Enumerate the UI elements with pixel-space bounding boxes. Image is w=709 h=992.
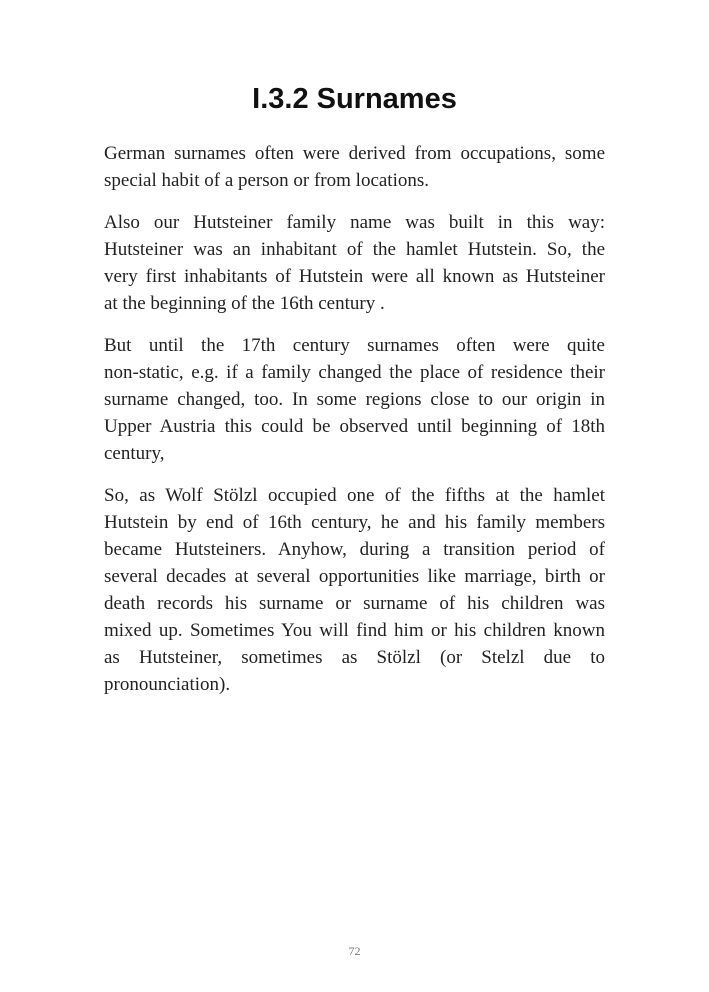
body-text — [104, 140, 605, 713]
text-line: pronounciation). — [104, 674, 231, 695]
text-line: Also our Hutsteiner family name was built in this way: — [104, 212, 605, 233]
text-line: surname changed, too. In some regions close to our origin in — [104, 389, 605, 410]
text-line: as Hutsteiner, sometimes as Stölzl (or Stelzl due to — [104, 647, 605, 668]
text-line: century, — [104, 443, 165, 464]
paragraph — [104, 482, 605, 698]
text-line: Hutsteiner was an inhabitant of the hamlet Hutstein. So, the — [104, 239, 605, 260]
text-line: Upper Austria this could be observed until beginning of 18th — [104, 416, 605, 437]
text-line: But until the 17th century surnames often were quite — [104, 335, 605, 356]
paragraph — [104, 332, 605, 467]
text-line: at the beginning of the 16th century . — [104, 293, 385, 314]
paragraph — [104, 209, 605, 317]
text-line: became Hutsteiners. Anyhow, during a transition period of — [104, 539, 605, 560]
text-line: non-static, e.g. if a family changed the place of residence their — [104, 362, 605, 383]
text-line: several decades at several opportunities like marriage, birth or — [104, 566, 605, 587]
text-line: very first inhabitants of Hutstein were all known as Hutsteiner — [104, 266, 605, 287]
text-line: German surnames often were derived from occupations, some — [104, 143, 605, 164]
text-line: death records his surname or surname of his children was — [104, 593, 605, 614]
page-number: 72 — [348, 944, 361, 958]
page-title: I.3.2 Surnames — [252, 83, 457, 115]
text-line: So, as Wolf Stölzl occupied one of the fifths at the hamlet — [104, 485, 605, 506]
text-line: Hutstein by end of 16th century, he and his family members — [104, 512, 605, 533]
text-line: mixed up. Sometimes You will find him or his children known — [104, 620, 605, 641]
paragraph — [104, 140, 605, 194]
text-line: special habit of a person or from locations. — [104, 170, 430, 191]
